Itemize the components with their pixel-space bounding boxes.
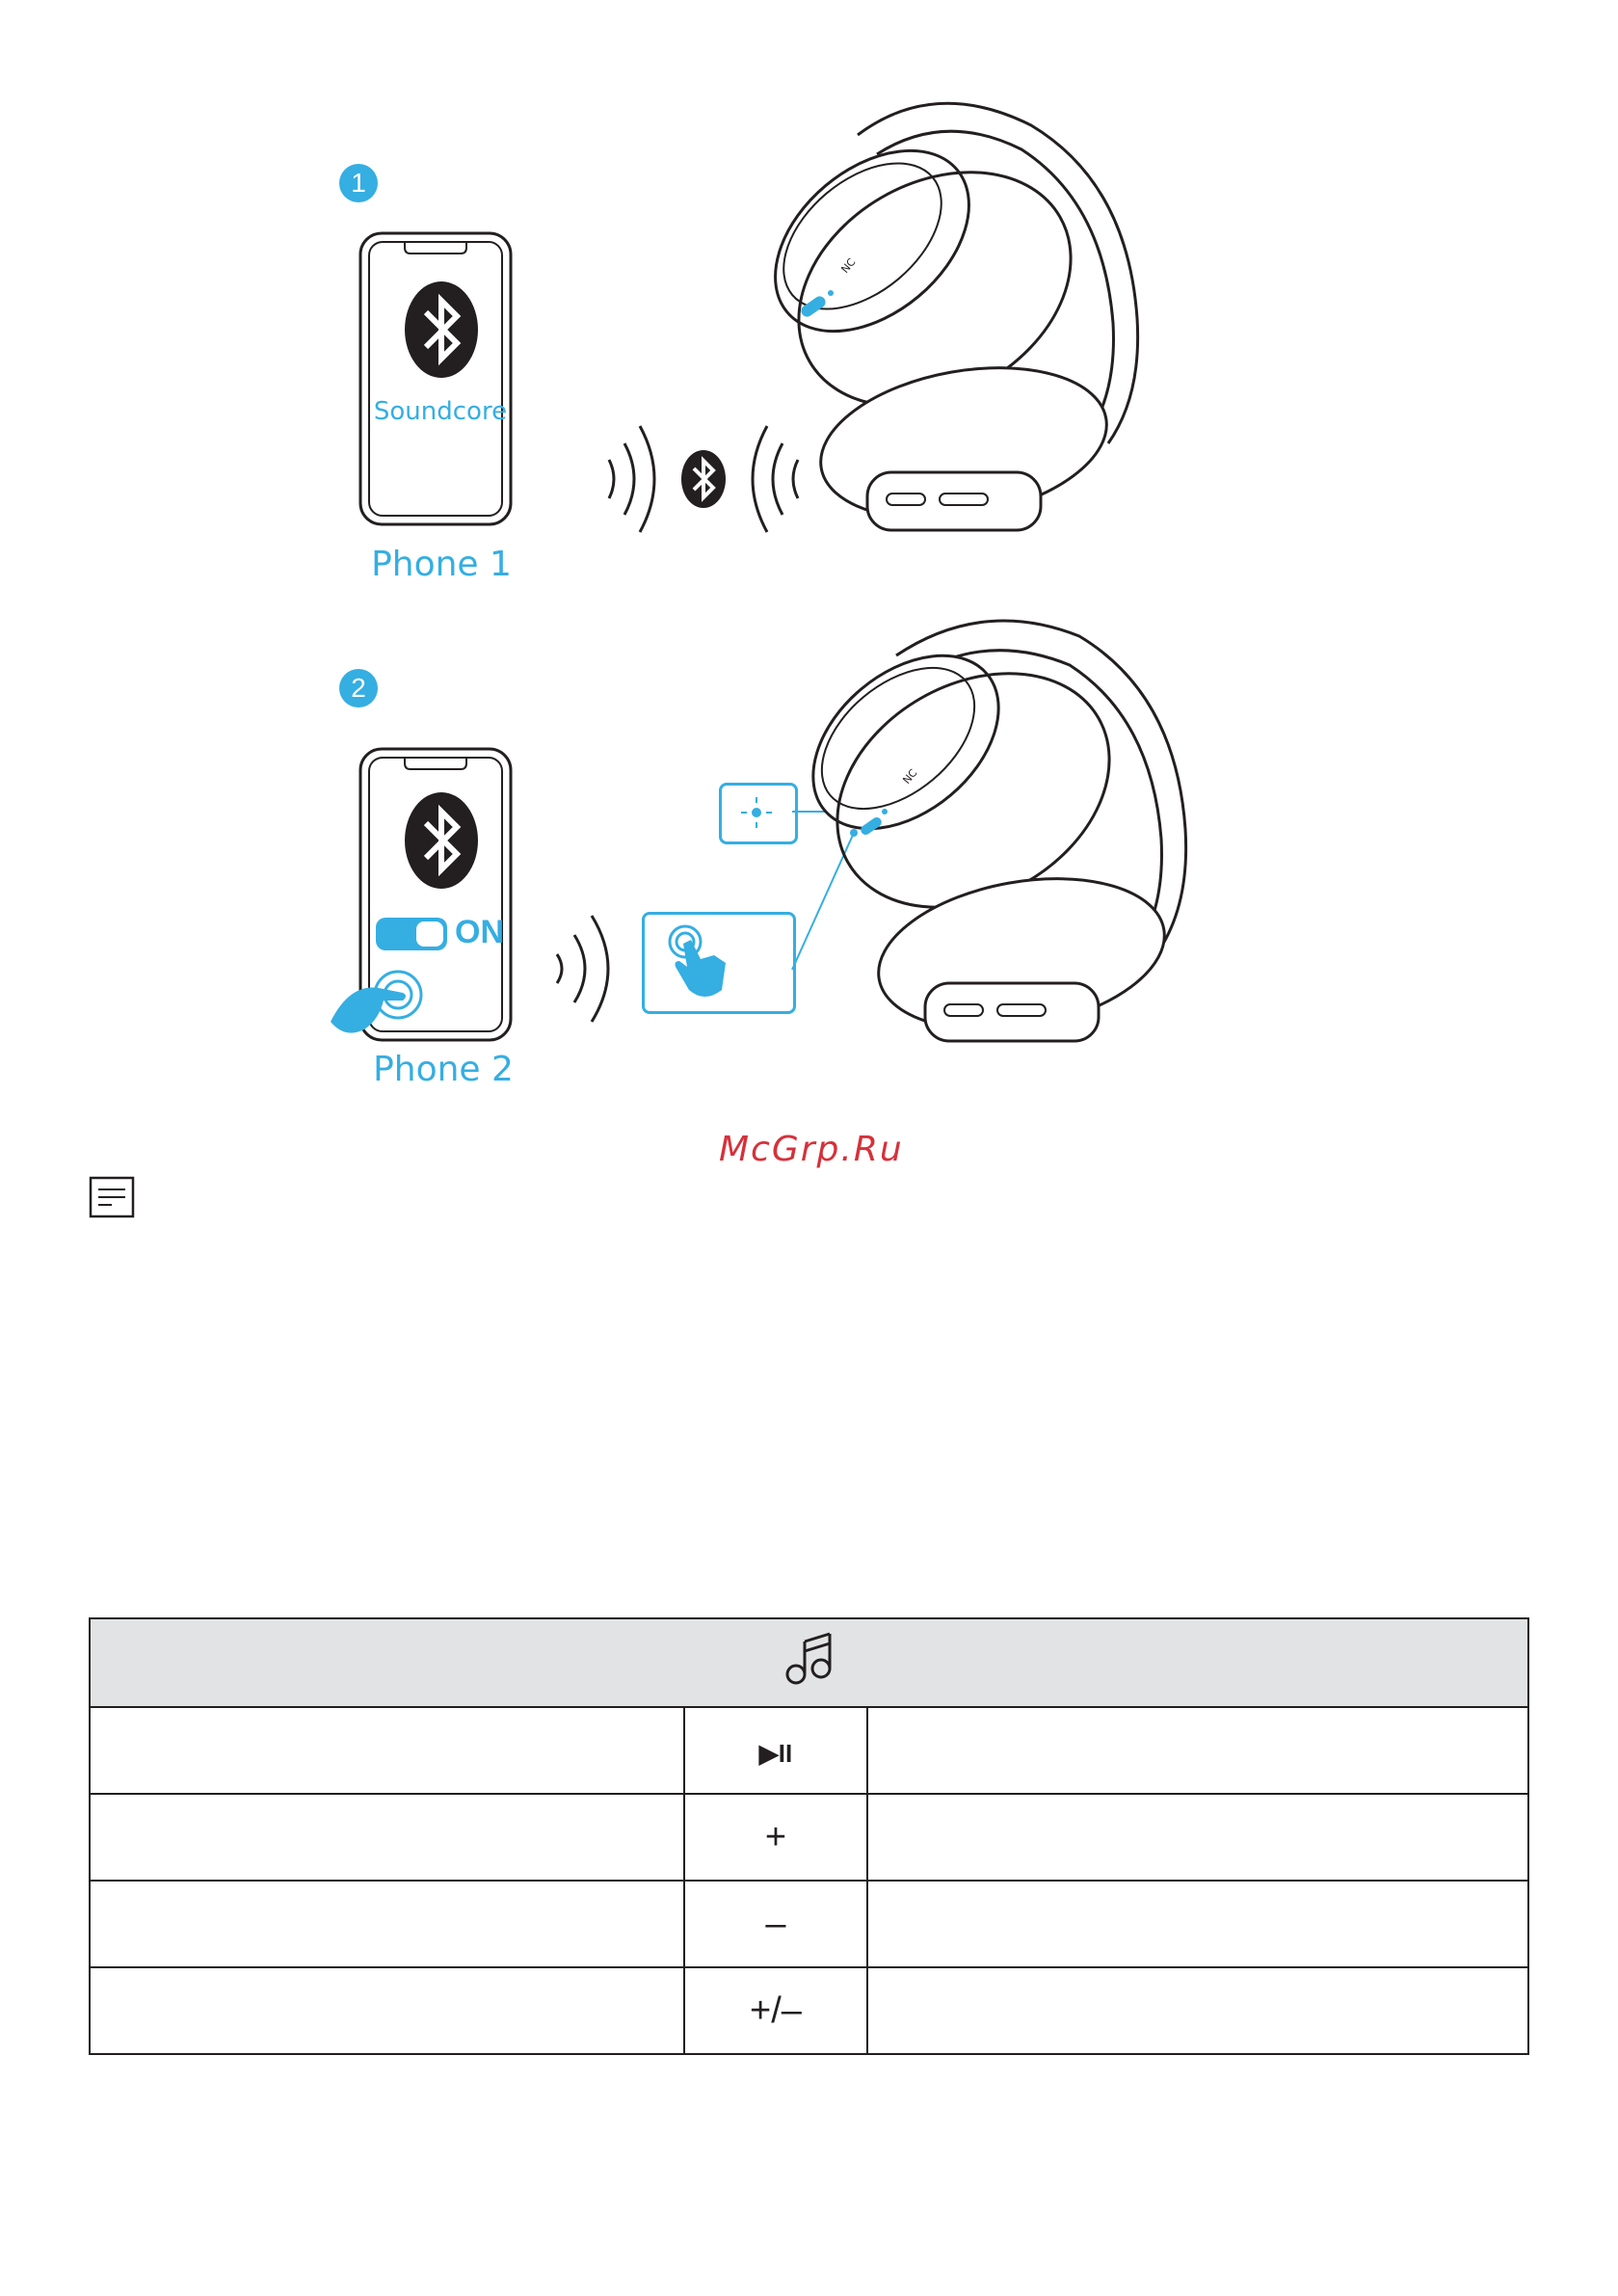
minus-icon: – [765,1903,786,1944]
bluetooth-toggle[interactable] [376,918,447,950]
table-header-cell [90,1618,1528,1707]
note-icon [89,1176,137,1220]
headphones-illustration-1 [742,96,1156,559]
bluetooth-icon [403,280,480,380]
bluetooth-icon [679,449,728,509]
step-number: 2 [351,673,366,703]
phone-1-illustration [358,231,522,532]
symbol-cell [684,1707,867,1794]
action-cell [90,1881,684,1967]
operation-cell [867,1881,1528,1967]
soundcore-app-label: Soundcore [373,397,508,426]
nc-button-label: NC [838,255,859,276]
press-button-callout [642,912,796,1014]
music-controls-table [89,1617,1529,2055]
action-cell [90,1707,684,1794]
plus-minus-icon: +/– [750,1989,802,2031]
tap-hand-icon [645,915,793,1011]
toggle-knob [416,921,443,947]
phone-2-caption: Phone 2 [373,1050,514,1089]
table-row [90,1967,1528,2054]
nc-button-label: NC [900,766,920,787]
toggle-on-label: ON [455,914,504,950]
step-1-badge [339,164,378,202]
watermark: McGrp.Ru [719,1130,904,1169]
music-note-icon [784,1630,835,1686]
step-2-badge [339,669,378,707]
phone-1-caption: Phone 1 [371,545,512,584]
step-number: 1 [351,168,366,198]
play-pause-icon: ▶II [758,1738,793,1768]
led-indicator-icon [722,786,795,841]
tap-hand-icon [326,964,432,1041]
operation-cell [867,1794,1528,1881]
action-cell [90,1967,684,2054]
symbol-cell [684,1967,867,2054]
symbol-cell [684,1881,867,1967]
table-header-row [90,1618,1528,1707]
operation-cell [867,1707,1528,1794]
table-row [90,1881,1528,1967]
table-row [90,1794,1528,1881]
symbol-cell [684,1794,867,1881]
table-row [90,1707,1528,1794]
action-cell [90,1794,684,1881]
signal-waves [549,906,626,1031]
plus-icon: + [764,1816,787,1857]
headphones-illustration-2 [809,607,1224,1070]
led-indicator-callout [719,783,798,844]
operation-cell [867,1967,1528,2054]
bluetooth-icon [403,790,480,891]
